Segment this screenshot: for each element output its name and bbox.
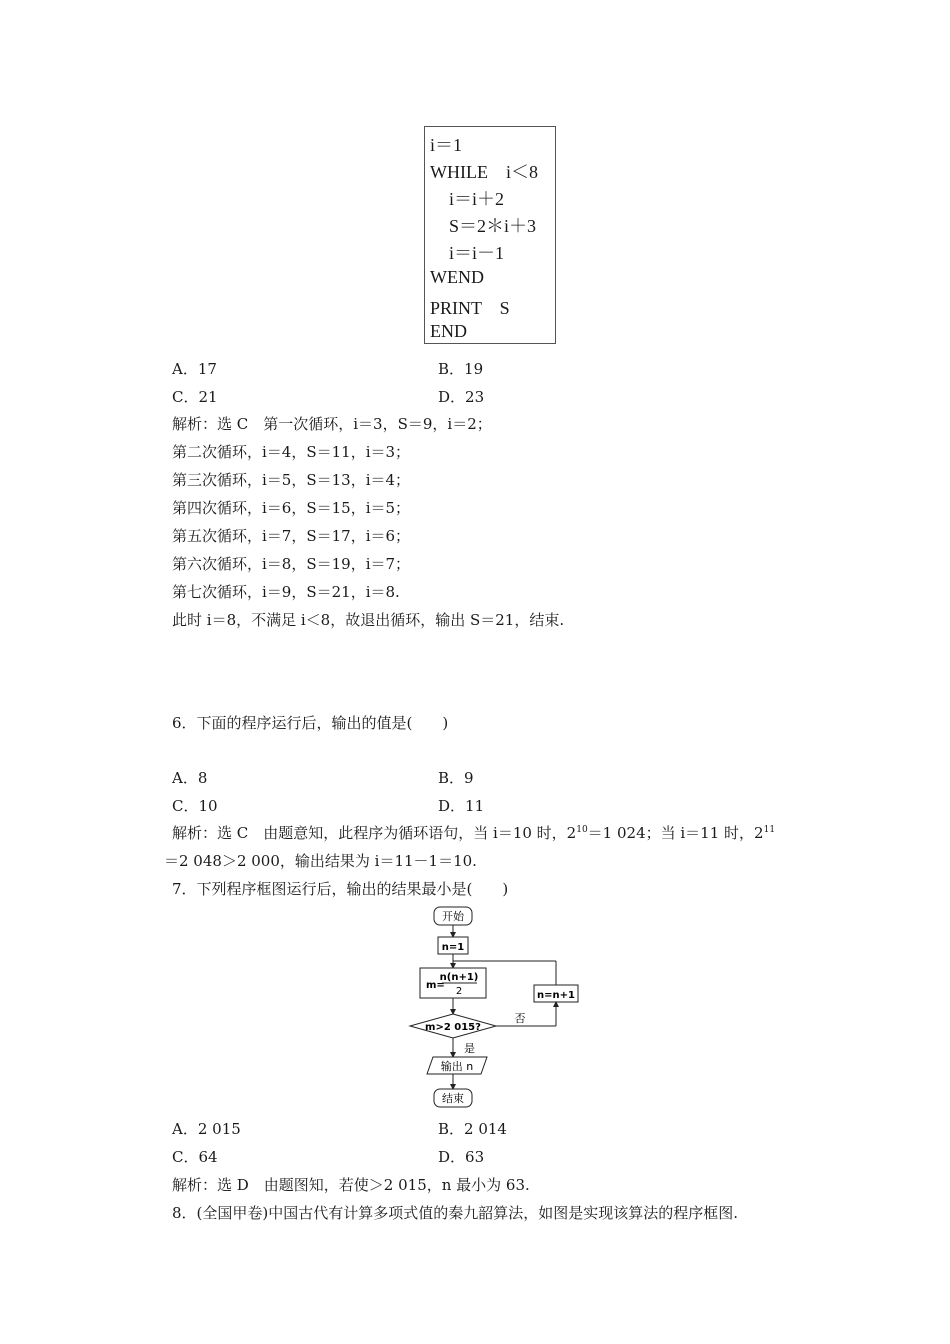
code-line: WEND [430, 267, 484, 287]
flowchart-start-label: 开始 [442, 910, 464, 923]
option-a: A．2 015 [172, 1120, 241, 1138]
option-d: D．11 [438, 797, 485, 815]
solution-conclusion: 此时 i＝8，不满足 i＜8，故退出循环，输出 S＝21，结束. [172, 611, 565, 629]
flowchart-update-label: n=n+1 [537, 990, 575, 1001]
solution-line: 第六次循环，i＝8，S＝19，i＝7； [172, 555, 411, 573]
question-6-stem: 6．下面的程序运行后，输出的值是( ) [172, 714, 449, 732]
solution-line: 第七次循环，i＝9，S＝21，i＝8. [172, 583, 400, 601]
solution-text: ＝1 024；当 i＝11 时，2 [587, 824, 764, 842]
exponent: 11 [763, 825, 776, 835]
question-7-stem: 7．下列程序框图运行后，输出的结果最小是( ) [172, 880, 509, 898]
code-line: i＝1 [430, 135, 463, 155]
solution-line: 解析：选 D 由题图知，若使＞2 015，n 最小为 63. [172, 1176, 530, 1194]
option-b: B．2 014 [438, 1120, 507, 1138]
code-line: S＝2＊i＋3 [449, 216, 537, 236]
option-c: C．21 [172, 388, 218, 406]
code-line: END [430, 321, 467, 341]
flowchart-init-label: n=1 [441, 942, 465, 953]
option-a: A．8 [172, 769, 208, 787]
solution-text: 解析：选 C 由题意知，此程序为循环语句，当 i＝10 时，2 [172, 824, 577, 842]
solution-line: 第四次循环，i＝6，S＝15，i＝5； [172, 499, 411, 517]
option-d: D．63 [438, 1148, 485, 1166]
flowchart [400, 902, 590, 1112]
solution-line: ＝2 048＞2 000，输出结果为 i＝11－1＝10. [164, 852, 477, 870]
code-line: WHILE i＜8 [430, 162, 538, 182]
solution-line: 解析：选 C 第一次循环，i＝3，S＝9，i＝2； [172, 415, 492, 433]
flowchart-output-label: 输出 n [440, 1060, 474, 1073]
question-8-stem: 8．(全国甲卷)中国古代有计算多项式值的秦九韶算法，如图是实现该算法的程序框图. [172, 1204, 739, 1222]
flowchart-yes-label: 是 [464, 1042, 475, 1055]
code-line: i＝i－1 [449, 243, 505, 263]
flowchart-no-label: 否 [514, 1012, 526, 1025]
exponent: 10 [576, 825, 588, 835]
option-c: C．10 [172, 797, 218, 815]
flowchart-decision-label: m>2 015? [425, 1022, 481, 1033]
solution-line [172, 822, 775, 843]
flowchart-assign-denominator: 2 [455, 986, 463, 997]
code-line: i＝i＋2 [449, 189, 505, 209]
option-a: A．17 [172, 360, 217, 378]
solution-line: 第三次循环，i＝5，S＝13，i＝4； [172, 471, 411, 489]
flowchart-assign-left: m= [426, 980, 445, 991]
code-line: PRINT S [430, 298, 510, 318]
flowchart-assign-numerator: n(n+1) [439, 972, 479, 983]
solution-line: 第五次循环，i＝7，S＝17，i＝6； [172, 527, 411, 545]
option-d: D．23 [438, 388, 485, 406]
option-b: B．19 [438, 360, 484, 378]
flowchart-end-label: 结束 [442, 1092, 464, 1105]
option-c: C．64 [172, 1148, 218, 1166]
option-b: B．9 [438, 769, 474, 787]
solution-line: 第二次循环，i＝4，S＝11，i＝3； [172, 443, 411, 461]
program-code-box [424, 126, 556, 344]
